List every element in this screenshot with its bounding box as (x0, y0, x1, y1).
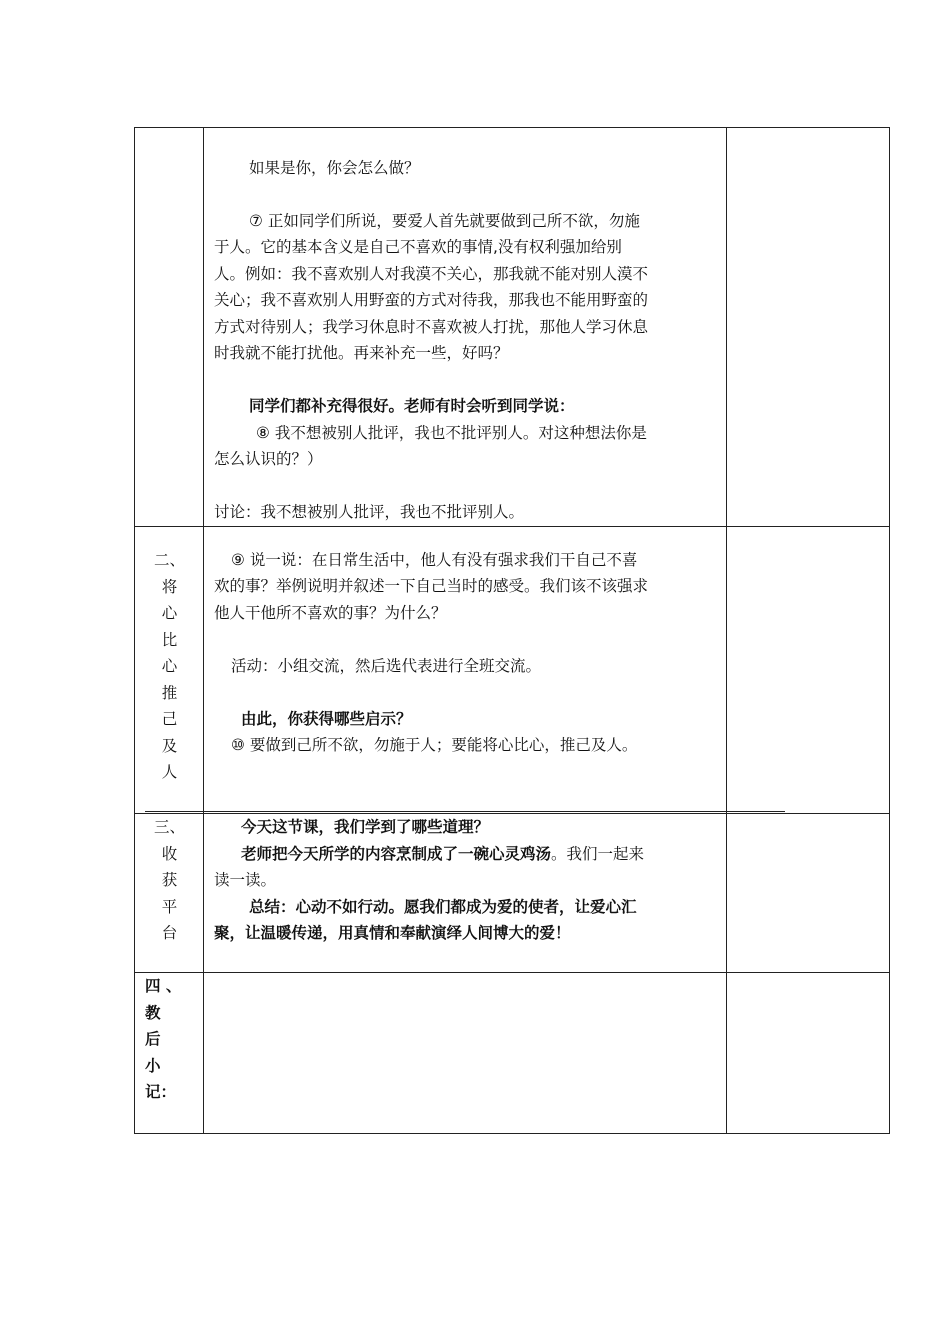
content-cell (204, 973, 727, 1134)
text-line: ⑦ 正如同学们所说，要爱人首先就要做到己所不欲，勿施 (249, 212, 640, 230)
table-row (135, 128, 890, 527)
lesson-plan-table (134, 127, 890, 1134)
text-line: ⑩ 要做到己所不欲，勿施于人；要能将心比心，推己及人。 (231, 736, 638, 754)
text-line-bold: 同学们都补充得很好。老师有时会听到同学说： (249, 397, 575, 415)
text-line: 方式对待别人；我学习休息时不喜欢被人打扰，那他人学习休息 (214, 318, 649, 336)
section-label-cell (135, 527, 204, 814)
text-line-bold: 总结：心动不如行动。愿我们都成为爱的使者，让爱心汇 (249, 898, 637, 916)
content-cell (204, 527, 727, 814)
text-line: ⑨ 说一说：在日常生活中，他人有没有强求我们干自己不喜 (231, 551, 638, 569)
content-cell (204, 128, 727, 527)
text-line: 活动：小组交流，然后选代表进行全班交流。 (231, 657, 542, 675)
section-label-cell (135, 973, 204, 1134)
text-line: 如果是你，你会怎么做？ (249, 159, 420, 177)
text-line: 怎么认识的？） (214, 450, 323, 468)
text-line: 人。例如：我不喜欢别人对我漠不关心，那我就不能对别人漠不 (214, 265, 649, 283)
text-line-bold: 今天这节课，我们学到了哪些道理？ (241, 818, 490, 836)
text-line: 讨论：我不想被别人批评，我也不批评别人。 (214, 503, 525, 521)
divider-line (145, 811, 785, 812)
text-line: 时我就不能打扰他。再来补充一些，好吗？ (214, 344, 509, 362)
notes-cell (727, 527, 890, 814)
table-row (135, 527, 890, 814)
notes-cell (727, 973, 890, 1134)
section-label: 二、 将 心 比 心 推 己 及 人 (153, 551, 185, 781)
text-line-bold: 由此，你获得哪些启示？ (241, 710, 412, 728)
text-line: 老师把今天所学的内容烹制成了一碗心灵鸡汤。我们一起来 (241, 845, 645, 863)
content-cell (204, 814, 727, 973)
section-label: 三、 收 获 平 台 (153, 818, 185, 942)
text-line: 于人。它的基本含义是自己不喜欢的事情,没有权利强加给别 (214, 238, 622, 256)
notes-cell (727, 814, 890, 973)
text-line: 欢的事？举例说明并叙述一下自己当时的感受。我们该不该强求 (214, 577, 649, 595)
text-line: ⑧ 我不想被别人批评，我也不批评别人。对这种想法你是 (256, 424, 647, 442)
section-label-cell (135, 814, 204, 973)
section-label: 四 、 教 后 小 记： (145, 977, 182, 1101)
text-line: 他人干他所不喜欢的事？为什么？ (214, 604, 447, 622)
text-line-bold: 聚，让温暖传递，用真情和奉献演绎人间博大的爱！ (214, 924, 571, 942)
section-label-cell (135, 128, 204, 527)
text-line: 读一读。 (214, 871, 277, 889)
text-line: 关心；我不喜欢别人用野蛮的方式对待我，那我也不能用野蛮的 (214, 291, 649, 309)
notes-cell (727, 128, 890, 527)
table-row (135, 973, 890, 1134)
table-row (135, 814, 890, 973)
